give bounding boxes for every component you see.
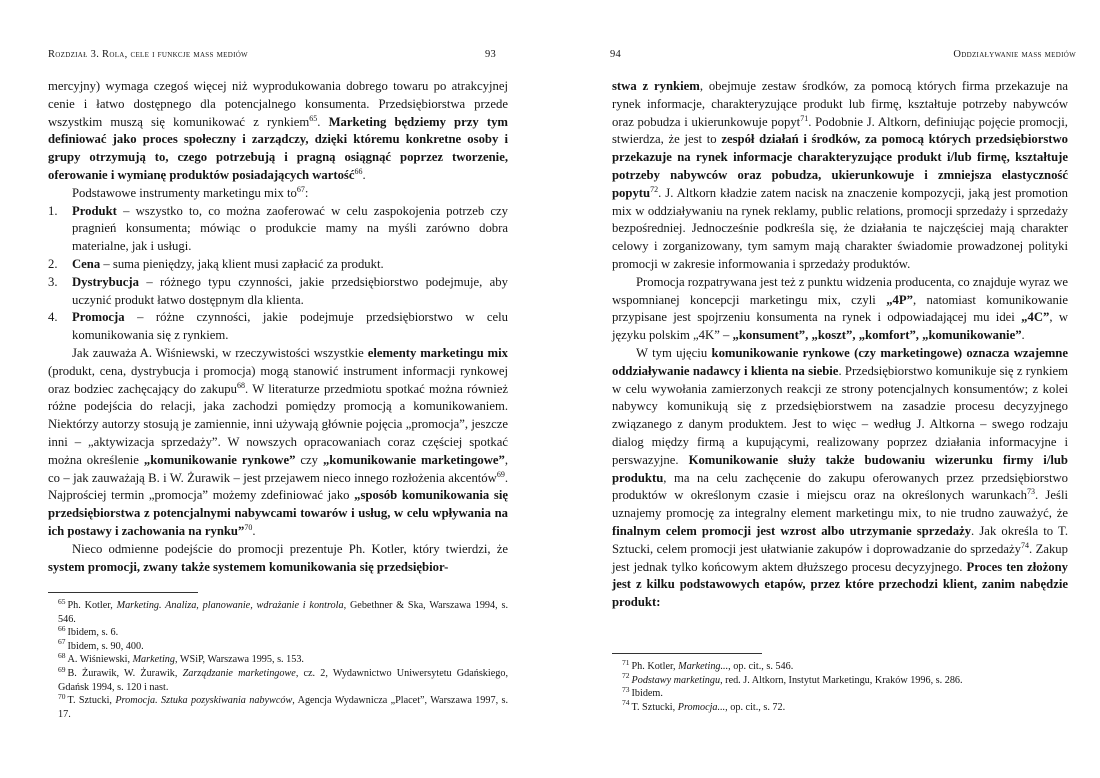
footnote: $^{73}$ Ibidem. [622,684,663,700]
footnote: $^{66}$ Ibidem, s. 6. [58,623,119,639]
footnote: $^{70}$ T. Sztucki, Promocja. Sztuka pozyskiwania nabywców, Agencja Wydawnicza „Placet”, Warszawa 1997, s. 17. [58,691,508,720]
marketing-mix-list [48,203,508,345]
list-item: 2. Cena – suma pieniędzy, jaką klient musi zapłacić za produkt. [48,256,384,271]
paragraph: stwa z rynkiem, obejmuje zestaw środków, za pomocą których firma przekazuje na rynek informacje, charakteryzujące produkt lub firmę, kształtuje potrzeby nabywców oraz pobudza i ukierunkowuje popyt$^{71}$. Podobnie J. Altkorn, definiując pojęcie promocji, stwierdza, że jest to zespół działań i środków, za pomocą których przedsiębiorstwo przekazuje na rynek informacje charakteryzujące produkt i/lub firmę, kształtuje potrzeby nabywców oraz pobudza, ukierunkowuje i zmniejsza elastyczność popytu$^{72}$. J. Altkorn kładzie zatem nacisk na znaczenie kompozycji, jaką jest promotion mix w oddziaływaniu na rynek reklamy, public relations, promocji sprzedaży i sprzedaży bezpośredniej. Jednocześnie podkreśla się, że działania te najczęściej mają charakter celowy i zorganizowany, tym samym mają charakter świadomie prowadzonej polityki promocji w zakresie informowania i sprzedaży produktów. [612,79,1068,271]
footnote: $^{72}$ Podstawy marketingu, red. J. Altkorn, Instytut Marketingu, Kraków 1996, s. 286. [622,671,963,686]
running-head [48,49,508,63]
footnote-rule [612,653,762,654]
paragraph: W tym ujęciu komunikowanie rynkowe (czy marketingowe) oznacza wzajemne oddziaływanie nadawcy i klienta na siebie. Przedsiębiorstwo komunikuje się z rynkiem w celu wywołania zamierzonych reakcji ze strony potencjalnych konsumentów; z kolei nabywcy komunikują się z przedsiębiorstwem na zasadzie procesu decyzyjnego związanego z danym produktem. Jest to więc – według J. Altkorna – swego rodzaju dialog między firmą a kupującymi, realizowany poprzez działania informacyjne i perswazyjne. Komunikowanie służy także budowaniu wizerunku firmy i/lub produktu, ma na celu zachęcenie do zakupu oferowanych przez przedsiębiorstwo produktów w określonym czasie i miejscu oraz na określonych warunkach$^{73}$. Jeśli uznajemy promocję za integralny element marketingu mix, to nie trudno zauważyć, że finalnym celem promocji jest wzrost albo utrzymanie sprzedaży. Jak określa to T. Sztucki, celem promocji jest ułatwianie zakupów i doprowadzanie do sprzedaży$^{74}$. Zakup jest jednak tylko końcowym aktem dłuższego procesu decyzyjnego. Proces ten złożony jest z kilku podstawowych etapów, przez które przechodzi klient, zanim nabędzie produkt: [612,345,1069,610]
footnote: $^{68}$ A. Wiśniewski, Marketing, WSiP, Warszawa 1995, s. 153. [58,650,304,666]
footnote: $^{67}$ Ibidem, s. 90, 400. [58,637,144,652]
footnotes [612,653,1068,714]
left-page [48,0,508,778]
list-item: 4. Promocja – różne czynności, jakie podejmuje przedsiębiorstwo w celu komunikowania się z rynkiem. [48,310,508,343]
list-item: 3. Dystrybucja – różnego typu czynności, jakie przedsiębiorstwo podejmuje, aby uczynić produkt łatwo dostępnym dla klienta. [48,274,508,307]
page-number: 94 [610,49,622,60]
body-text [612,78,1068,612]
footnote: $^{65}$ Ph. Kotler, Marketing. Analiza, planowanie, wdrażanie i kontrola, Gebethner & Ska, Warszawa 1994, s. 546. [58,596,508,625]
footnote: $^{69}$ B. Żurawik, W. Żurawik, Zarządzanie marketingowe, cz. 2, Wydawnictwo Uniwersytetu Gdańskiego, Gdańsk 1994, s. 120 i nast. [58,664,508,693]
list-item: 1. Produkt – wszystko to, co można zaoferować w celu zaspokojenia potrzeb czy pragnień konsumenta; mówiąc o produkcie mamy na myśli zarówno dobra materialne, jak i usługi. [48,203,508,254]
chapter-title: Rozdział 3. Rola, cele i funkcje mass mediów [48,49,248,60]
footnote: $^{71}$ Ph. Kotler, Marketing..., op. cit., s. 546. [622,657,794,672]
footnotes [48,592,508,721]
footnote: $^{74}$ T. Sztucki, Promocja..., op. cit., s. 72. [622,698,786,713]
body-text [48,78,508,576]
footnote-rule [48,592,198,593]
paragraph: mercyjny) wymaga czegoś więcej niż wyprodukowania dobrego towaru po atrakcyjnej cenie i łatwo dostępnego dla potencjalnego konsumenta. Przedsiębiorstwa przede wszystkim muszą się komunikować z rynkiem$^{65}$. Marketing będziemy przy tym definiować jako proces społeczny i zarządczy, dzięki któremu konkretne osoby i grupy otrzymują to, czego potrzebują i pragną osiągnąć poprzez tworzenie, oferowanie i wymianę produktów posiadających wartość$^{66}$. [48,79,508,182]
page-number: 93 [485,49,497,60]
right-page [608,0,1076,778]
paragraph: Promocja rozpatrywana jest też z punktu widzenia producenta, co znajduje wyraz we wspomnianej koncepcji marketingu mix, czyli „4P”, natomiast komunikowanie przypisane jest spojrzeniu konsumenta na rynek i odpowiadającej mu idei „4C”, w języku polskim „4K” – „konsument”, „koszt”, „komfort”, „komunikowanie”. [612,274,1068,343]
paragraph: Jak zauważa A. Wiśniewski, w rzeczywistości wszystkie elementy marketingu mix (produkt, cena, dystrybucja i promocja) mogą stanowić instrument informacji rynkowej oraz bodziec zachęcający do zakupu$^{68}$. W literaturze przedmiotu spotkać można również różne podejścia do relacji, jaka zachodzi pomiędzy promocją a komunikowaniem. Niektórzy autorzy stosują je zamiennie, inni używają głównie pojęcia „promocja”, jeszcze inni – „aktywizacja sprzedaży”. W nowszych opracowaniach coraz częściej spotkać można określenie „komunikowanie rynkowe” czy „komunikowanie marketingowe”, co – jak zauważają B. i W. Żurawik – jest przejawem nieco innego rozłożenia akcentów$^{69}$. Najprościej termin „promocja” możemy zdefiniować jako „sposób komunikowania się przedsiębiorstwa z potencjalnymi nabywcami towarów i usług, w celu wpływania na ich postawy i zachowania na rynku”$^{70}$. [48,345,509,538]
running-head [608,49,1076,63]
paragraph: Podstawowe instrumenty marketingu mix $to^{67}$: [72,184,309,200]
section-title: Oddziaływanie mass mediów [953,49,1076,60]
paragraph: Nieco odmienne podejście do promocji prezentuje Ph. Kotler, który twierdzi, że system promocji, zwany także systemem komunikowania się przedsiębior- [48,541,508,574]
